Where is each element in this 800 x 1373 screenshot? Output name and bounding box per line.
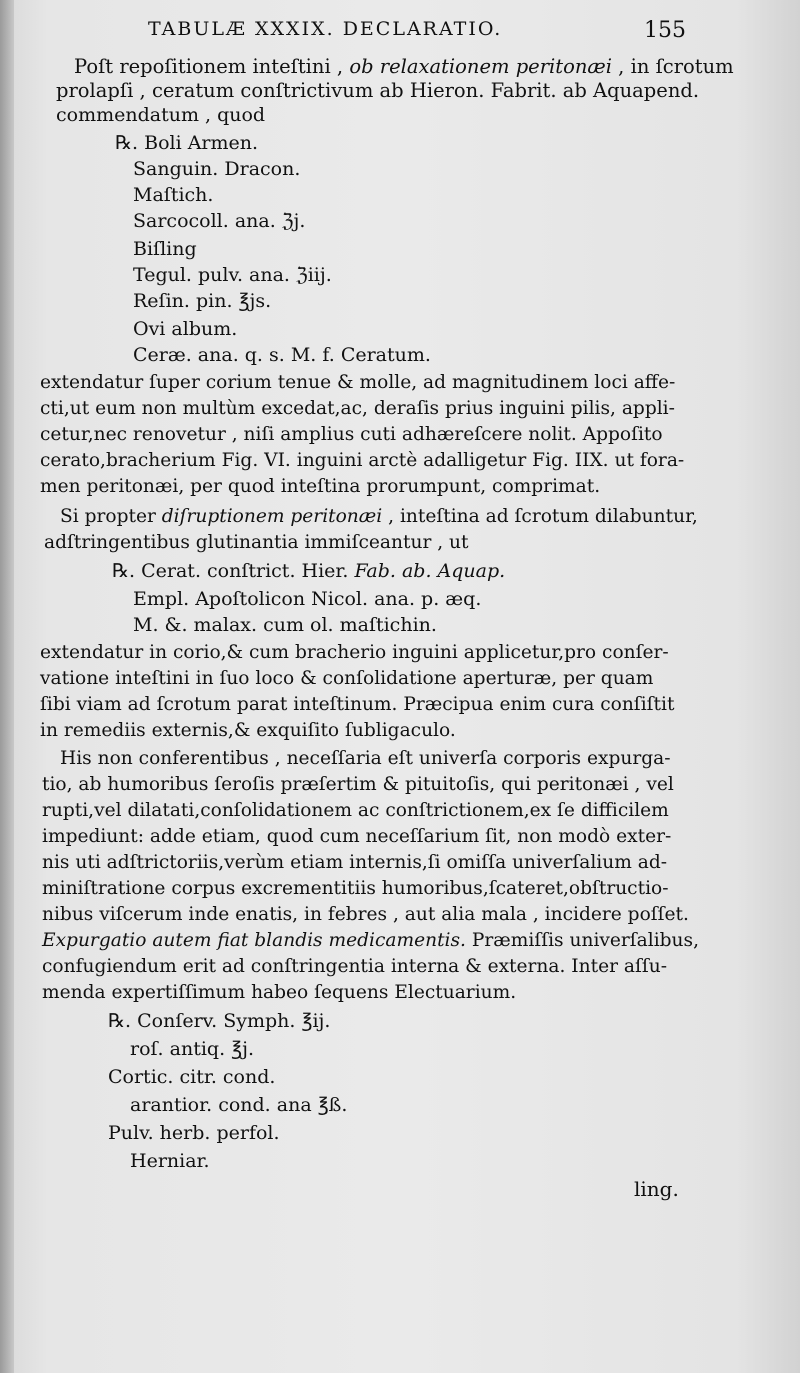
- recipe-line: arantior. cond. ana ℥ß.: [130, 1094, 348, 1116]
- italic-span: ob relaxationem peritonæi: [349, 55, 612, 78]
- text-line: prolapſi , ceratum conſtrictivum ab Hieron. Fabrit. ab Aquapend.: [56, 79, 700, 102]
- recipe-line: Tegul. pulv. ana. ℨiij.: [133, 264, 332, 286]
- text-line: nibus viſcerum inde enatis, in febres , aut alia mala , incidere poſſet.: [42, 904, 689, 925]
- text-span: Præmiſſis univerſalibus,: [465, 930, 699, 951]
- text-line: impediunt: adde etiam, quod cum neceſſarium ſit, non modò exter-: [42, 826, 672, 847]
- recipe-line: [112, 560, 505, 582]
- recipe-line: roſ. antiq. ℥j.: [130, 1038, 255, 1060]
- text-line: tio, ab humoribus ſeroſis præſertim & pituitoſis, qui peritonæi , vel: [42, 774, 674, 795]
- recipe-line: Maſtich.: [133, 184, 214, 206]
- text-line: adſtringentibus glutinantia immiſceantur , ut: [44, 532, 469, 553]
- recipe-line: Sarcocoll. ana. ℨj.: [133, 210, 306, 232]
- text-line: extendatur in corio,& cum bracherio inguini applicetur,pro conſer-: [40, 642, 669, 663]
- text-span: Si propter: [60, 506, 162, 527]
- text-line: [60, 506, 698, 528]
- recipe-line: Sanguin. Dracon.: [133, 158, 301, 180]
- text-span: ℞. Cerat. conſtrict. Hier.: [112, 560, 355, 582]
- recipe-line: Pulv. herb. perfol.: [108, 1122, 280, 1144]
- text-line: [42, 930, 699, 952]
- text-line: rupti,vel dilatati,conſolidationem ac conſtrictionem,ex ſe difficilem: [42, 800, 669, 821]
- text-line: cerato,bracherium Fig. VI. inguini arctè adalligetur Fig. IIX. ut fora-: [40, 450, 685, 471]
- recipe-line: Reſin. pin. ℥js.: [133, 290, 272, 312]
- text-line: His non conferentibus , neceſſaria eſt univerſa corporis expurga-: [60, 748, 671, 769]
- text-line: commendatum , quod: [56, 104, 266, 126]
- text-span: , in ſcrotum: [611, 55, 734, 78]
- text-span: Poſt repoſitionem inteſtini ,: [74, 55, 350, 78]
- page-number: 155: [644, 18, 686, 43]
- recipe-line: Cortic. citr. cond.: [108, 1066, 276, 1088]
- text-line: menda expertiſſimum habeo ſequens Electuarium.: [42, 982, 517, 1003]
- text-line: vatione inteſtini in ſuo loco & conſolidatione aperturæ, per quam: [40, 668, 654, 689]
- show-through-texture: [380, 90, 760, 330]
- italic-span: diſruptionem peritonæi: [161, 506, 383, 527]
- text-line: in remediis externis,& exquiſito ſubligaculo.: [40, 720, 456, 741]
- text-line: miniſtratione corpus excrementitiis humoribus,ſcateret,obſtructio-: [42, 878, 669, 899]
- text-line: extendatur ſuper corium tenue & molle, ad magnitudinem loci affe-: [40, 372, 676, 393]
- page-gutter-shadow: [0, 0, 14, 1373]
- recipe-line: Empl. Apoſtolicon Nicol. ana. p. æq.: [133, 588, 482, 610]
- text-line: confugiendum erit ad conſtringentia interna & externa. Inter aſſu-: [42, 956, 668, 977]
- italic-span: Expurgatio autem fiat blandis medicamentis.: [42, 930, 466, 951]
- text-line: nis uti adſtrictoriis,verùm etiam internis,ſi omiſſa univerſalium ad-: [42, 852, 668, 873]
- text-span: , inteſtina ad ſcrotum dilabuntur,: [382, 506, 698, 527]
- recipe-line: ℞. Boli Armen.: [115, 132, 259, 154]
- text-line: cetur,nec renovetur , niſi amplius cuti adhæreſcere nolit. Appoſito: [40, 424, 663, 445]
- recipe-line: Biſling: [133, 238, 197, 260]
- recipe-line: Ovi album.: [133, 318, 238, 340]
- text-line: men peritonæi, per quod inteſtina prorumpunt, comprimat.: [40, 476, 601, 497]
- recipe-line: Ceræ. ana. q. s. M. f. Ceratum.: [133, 344, 431, 366]
- text-line: [74, 56, 734, 78]
- recipe-line: Herniar.: [130, 1150, 210, 1172]
- text-line: ſibi viam ad ſcrotum parat inteſtinum. Præcipua enim cura conſiſtit: [40, 694, 675, 715]
- catchword: ling.: [634, 1177, 679, 1201]
- text-line: cti,ut eum non multùm excedat,ac, deraſis prius inguini pilis, appli-: [40, 398, 675, 419]
- recipe-line: ℞. Conſerv. Symph. ℥ij.: [108, 1010, 331, 1032]
- italic-span: Fab. ab. Aquap.: [354, 560, 506, 582]
- running-title: TABULÆ XXXIX. DECLARATIO.: [148, 18, 503, 40]
- recipe-line: M. &. malax. cum ol. maſtichin.: [133, 614, 437, 636]
